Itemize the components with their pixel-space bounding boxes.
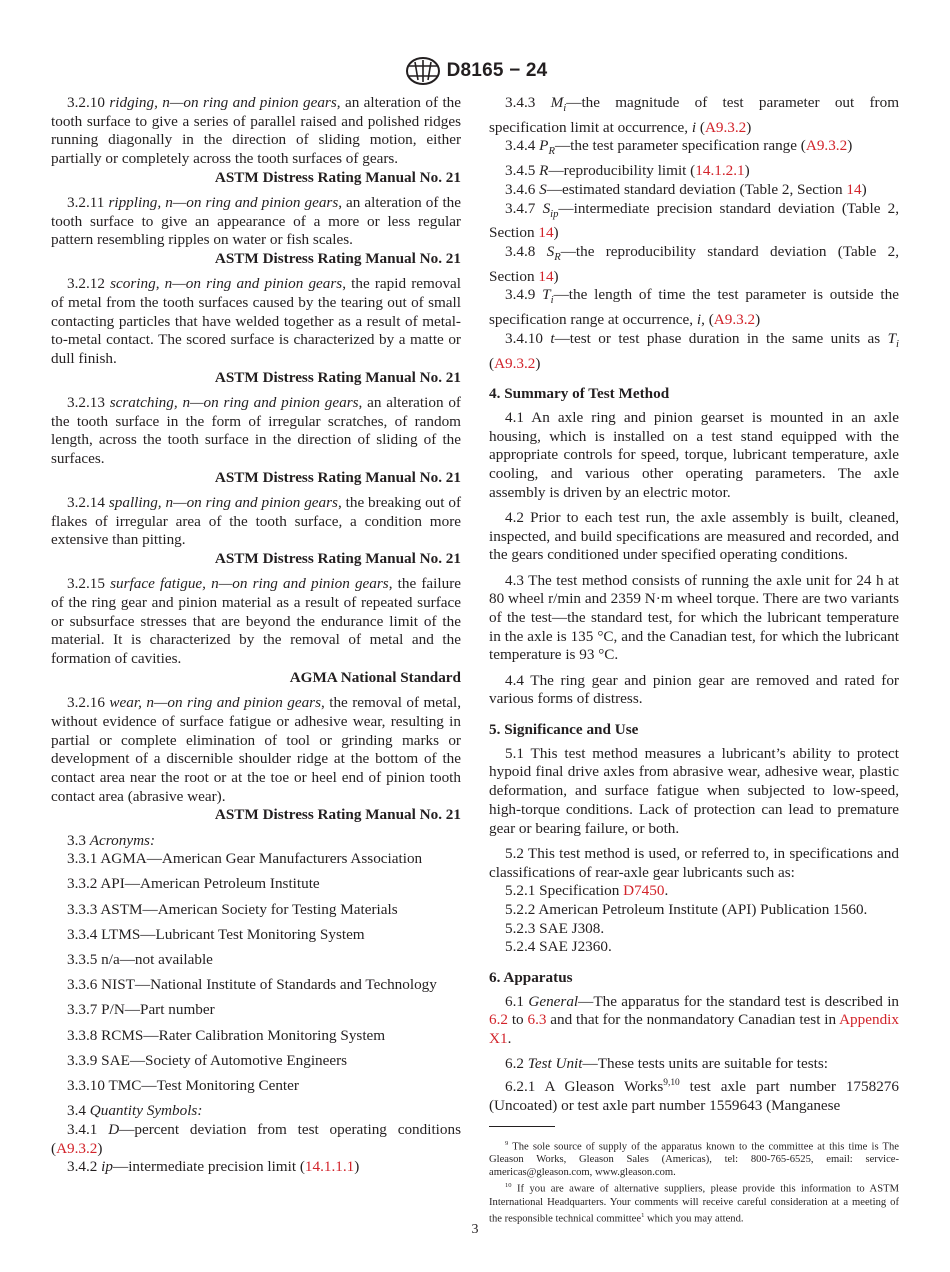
definition-source: ASTM Distress Rating Manual No. 21 (214, 806, 461, 824)
paragraph: 5.2.3 SAE J308. (505, 919, 605, 937)
cross-reference-link[interactable]: Appendix X1 (489, 1011, 899, 1048)
paragraph: 5.2.4 SAE J2360. (505, 938, 612, 956)
section-heading: 4. Summary of Test Method (489, 385, 670, 403)
definition-source: ASTM Distress Rating Manual No. 21 (214, 468, 461, 486)
right-column (489, 94, 899, 1225)
definition-3-2-14: 3.2.14 spalling, n—on ring and pinion gears, the breaking out of flakes of irregular area of the tooth surface, a condition more extensive than pitting. (51, 494, 462, 549)
cross-reference-link[interactable]: A9.3.2 (805, 137, 848, 155)
acronym-item: 3.3.3 ASTM—American Society for Testing Materials (67, 900, 398, 918)
acronym-item: 3.3.2 API—American Petroleum Institute (67, 875, 320, 893)
symbol-3-4-3: 3.4.3 $M_i—the$ magnitude of test parameter out from specification limit at occurrence, i (A9.3.2) (489, 94, 900, 136)
definition-3-2-16: 3.2.16 wear, n—on ring and pinion gears, the removal of metal, without evidence of surface fatigue or adhesive wear, resulting in partial or complete elimination of tool or grinding marks or development of a discernible shoulder ridge at the bottom of the contact area near the root or at the toe or heel end of pinion tooth contact area (abrasive wear). (51, 694, 462, 805)
definition-source: AGMA National Standard (289, 668, 461, 686)
cross-reference-link[interactable]: 14 (846, 180, 862, 198)
definition-3-2-11: 3.2.11 rippling, n—on ring and pinion gears, an alteration of the tooth surface to give an appearance of a more or less regular pattern resembling ripples on water or fish scales. (51, 194, 461, 249)
symbol-3-4-1: 3.4.1 D—percent deviation from test operating conditions (A9.3.2) (51, 1120, 462, 1157)
definition-source: ASTM Distress Rating Manual No. 21 (214, 550, 461, 568)
symbol-3-4-10: 3.4.10 t—test or test phase duration in the same units as $T_i$ (A9.3.2) (489, 329, 899, 372)
paragraph: 6.1 General—The apparatus for the standard test is described in 6.2 to 6.3 and that for the nonmandatory Canadian test in Appendix X1. (489, 992, 900, 1048)
section-heading: 5. Significance and Use (489, 721, 639, 739)
page-number: 3 (471, 1222, 479, 1237)
page-header (0, 56, 950, 86)
cross-reference-link[interactable]: A9.3.2 (56, 1139, 98, 1157)
definition-3-2-13: 3.2.13 scratching, n—on ring and pinion gears, an alteration of the tooth surface in the form of irregular scratches, of random length, across the tooth surface in the direction of sliding of the surfaces. (51, 394, 461, 468)
cross-reference-link[interactable]: A9.3.2 (494, 354, 536, 372)
paragraph: 5.1 This test method measures a lubricant’s ability to protect hypoid final drive axles from abrasive wear, adhesive wear, plastic deformation, and surface fatigue when subjected to low-speed, high-torque conditions. Lack of protection can lead to premature gear or bearing failure, or both. (489, 744, 899, 837)
cross-reference-link[interactable]: 6.2 (489, 1011, 508, 1029)
acronym-item: 3.3.8 RCMS—Rater Calibration Monitoring System (67, 1026, 386, 1044)
cross-reference-link[interactable]: 14 (538, 267, 554, 285)
astm-logo-icon (403, 56, 443, 86)
cross-reference-link[interactable]: D7450 (623, 882, 665, 900)
acronym-item: 3.3.6 NIST—National Institute of Standards and Technology (67, 976, 437, 994)
section-heading: 6. Apparatus (489, 969, 573, 987)
cross-reference-link[interactable]: 14.1.1.1 (304, 1158, 355, 1176)
acronym-item: 3.3.1 AGMA—American Gear Manufacturers Association (67, 850, 423, 868)
symbol-3-4-5: 3.4.5 R—reproducibility limit (14.1.2.1) (505, 162, 750, 180)
definition-3-2-12: 3.2.12 scoring, n—on ring and pinion gears, the rapid removal of metal from the tooth surfaces caused by the tearing out of small contacting particles that have welded together as a result of metal-to-metal contact. The scored surface is characterized by a matte or dull finish. (51, 275, 461, 368)
symbol-3-4-2: 3.4.2 ip—intermediate precision limit (14.1.1.1) (67, 1158, 360, 1176)
paragraph: 4.2 Prior to each test run, the axle assembly is built, cleaned, inspected, and build specifications are measured and recorded, and the gears conditioned under specified operating conditions. (489, 509, 899, 564)
acronym-item: 3.3.10 TMC—Test Monitoring Center (67, 1077, 299, 1095)
paragraph: 6.2 Test Unit—These tests units are suitable for tests: (505, 1055, 828, 1073)
symbol-3-4-9: 3.4.9 $T_i—the$ length of time the test parameter is outside the specification range at occurrence, i, (A9.3.2) (489, 286, 899, 329)
definition-source: ASTM Distress Rating Manual No. 21 (214, 368, 461, 386)
footnote-divider (489, 1126, 555, 1127)
cross-reference-link[interactable]: A9.3.2 (704, 118, 747, 136)
document-designation: D8165 − 24 (446, 60, 548, 81)
paragraph: 5.2.1 Specification D7450. (505, 882, 669, 900)
acronym-item: 3.3.7 P/N—Part number (67, 1001, 215, 1019)
footnote-10: $^{10}$ If you are aware of alternative suppliers, please provide this information to ASTM International Headquarters. Your comments will receive careful consideration at a meeting of the responsible technical committee$^1$ which you may attend. (489, 1182, 899, 1225)
acronym-item: 3.3.5 n/a—not available (67, 951, 213, 969)
definition-source: ASTM Distress Rating Manual No. 21 (214, 250, 461, 268)
quantity-symbols-heading: 3.4 Quantity Symbols: (67, 1102, 203, 1120)
symbol-3-4-8: 3.4.8 $S_R—the$ reproducibility standard deviation (Table 2, Section 14) (489, 243, 899, 285)
paragraph: 4.1 An axle ring and pinion gearset is mounted in an axle housing, which is installed on a test stand equipped with the appropriate controls for speed, torque, lubricant temperature, axle cooling, and various other operating parameters. The axle assembly is driven by an electric motor. (489, 409, 899, 501)
symbol-3-4-4: 3.4.4 $P_R—the$ test parameter specification range (A9.3.2) (505, 137, 853, 158)
acronym-item: 3.3.9 SAE—Society of Automotive Engineers (67, 1051, 348, 1069)
acronym-item: 3.3.4 LTMS—Lubricant Test Monitoring System (67, 925, 365, 943)
paragraph: 4.4 The ring gear and pinion gear are removed and rated for various forms of distress. (489, 671, 899, 708)
paragraph: 5.2 This test method is used, or referred to, in specifications and classifications of rear-axle gear lubricants such as: (489, 844, 899, 881)
cross-reference-link[interactable]: 14.1.2.1 (695, 162, 745, 180)
paragraph: 4.3 The test method consists of running the axle unit for 24 h at 80 wheel r/min and 2359 N·m wheel torque. There are two variants of the test—the standard test, for which the lubricant temperature in the axle is 135 °C, and the Canadian test, for which the lubricant temperature is 93 °C. (489, 571, 899, 664)
acronyms-heading: 3.3 Acronyms: (67, 831, 156, 849)
definition-3-2-15: 3.2.15 surface fatigue, n—on ring and pinion gears, the failure of the ring gear and pinion material as a result of repeated surface or subsurface stresses that are beyond the endurance limit of the material. It is characterized by the removal of metal and the formation of cavities. (51, 575, 461, 668)
paragraph: 6.2.1 A Gleason Works$^{9,10}$ test axle part number 1758276 (Uncoated) or test axle part number 1559643 (Manganese (489, 1078, 899, 1114)
footnote-9: $^9$ The sole source of supply of the apparatus known to the committee at this time is The Gleason Works, Gleason Sales (Americas), tel: 800-765-6525, email: service-americas@gleason.com, www.gleason.com. (489, 1139, 899, 1179)
left-column (51, 94, 461, 1177)
definition-source: ASTM Distress Rating Manual No. 21 (214, 168, 461, 186)
cross-reference-link[interactable]: 14 (538, 224, 554, 242)
cross-reference-link[interactable]: A9.3.2 (713, 311, 756, 329)
cross-reference-link[interactable]: 6.3 (527, 1011, 547, 1029)
symbol-3-4-7: 3.4.7 $S_{ip}—intermediate$ precision standard deviation (Table 2, Section 14) (489, 199, 900, 242)
paragraph: 5.2.2 American Petroleum Institute (API) Publication 1560. (505, 900, 868, 918)
symbol-3-4-6: 3.4.6 S—estimated standard deviation (Table 2, Section 14) (505, 180, 867, 198)
definition-3-2-10: 3.2.10 ridging, n—on ring and pinion gears, an alteration of the tooth surface to give a series of parallel raised and polished ridges running diagonally in the direction of sliding motion, either partially or completely across the tooth surfaces of gears. (51, 94, 461, 168)
